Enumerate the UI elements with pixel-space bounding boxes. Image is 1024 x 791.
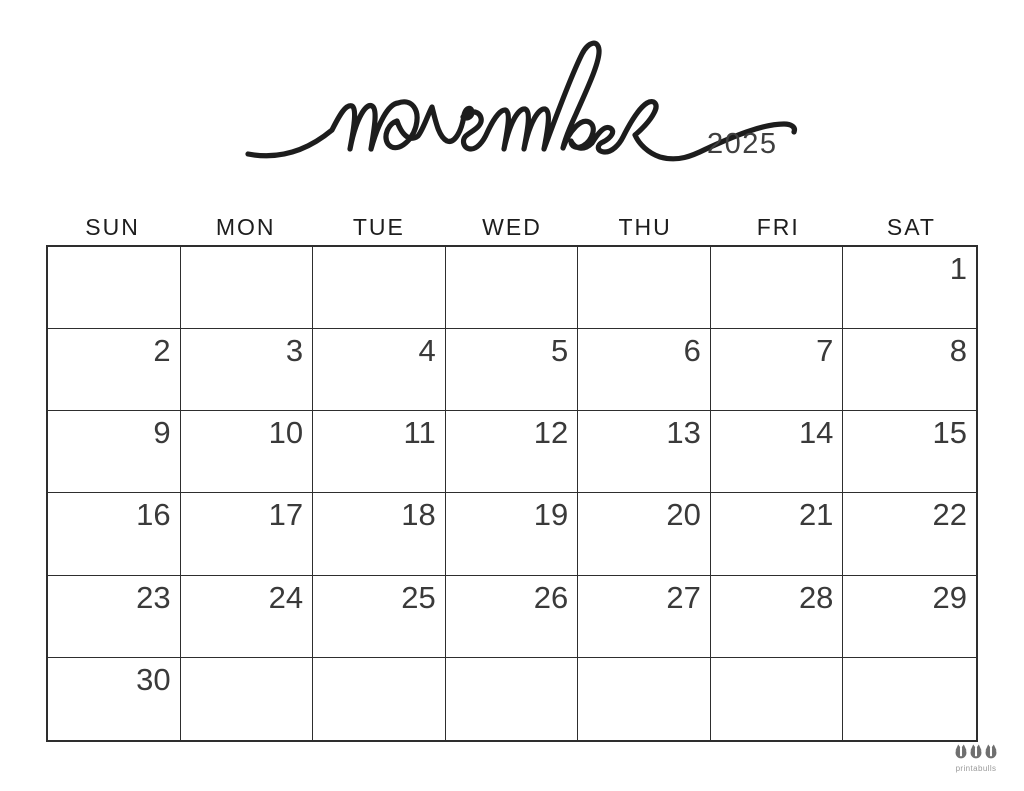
calendar-cell — [711, 411, 844, 493]
calendar-cell — [313, 411, 446, 493]
bulldog-faces-icon — [954, 744, 998, 759]
month-name — [0, 0, 1, 1]
calendar-cell — [446, 411, 579, 493]
watermark — [950, 744, 1002, 773]
watermark-brand-label: printabulls — [955, 764, 997, 773]
calendar-cell — [48, 411, 181, 493]
calendar-cell — [578, 411, 711, 493]
calendar-cell — [48, 658, 181, 740]
date-number: 28 — [798, 579, 834, 615]
date-number: 12 — [533, 415, 569, 451]
day-header-mon: MON — [215, 214, 276, 240]
date-number: 22 — [932, 497, 967, 533]
date-number: 30 — [136, 661, 171, 697]
calendar-cell — [446, 658, 579, 740]
date-number: 26 — [533, 579, 569, 615]
calendar-cell — [578, 576, 711, 658]
calendar-cell — [711, 493, 844, 575]
date-number: 21 — [798, 497, 834, 533]
calendar-cell — [711, 576, 844, 658]
date-number: 11 — [403, 415, 436, 451]
date-number: 9 — [153, 415, 171, 451]
date-number: 24 — [268, 579, 304, 615]
day-header-fri: FRI — [756, 214, 800, 240]
calendar-cell — [48, 493, 181, 575]
calendar-cell — [843, 576, 976, 658]
date-number: 14 — [798, 415, 834, 451]
calendar-cell — [181, 493, 314, 575]
date-number: 2 — [153, 333, 171, 369]
date-number: 18 — [401, 497, 436, 533]
date-number: 23 — [136, 579, 171, 615]
calendar-cell — [313, 658, 446, 740]
calendar-cell — [711, 247, 844, 329]
calendar-cell — [578, 493, 711, 575]
calendar-cell — [48, 576, 181, 658]
calendar-cell — [181, 411, 314, 493]
calendar-cell — [843, 411, 976, 493]
year-label: 2025 — [707, 128, 778, 160]
date-number: 1 — [949, 251, 967, 286]
calendar-cell — [313, 493, 446, 575]
calendar-cell — [578, 247, 711, 329]
calendar-cell — [711, 329, 844, 411]
calendar-cell — [48, 329, 181, 411]
calendar-cell — [843, 329, 976, 411]
date-number: 25 — [401, 579, 436, 615]
calendar-cell — [578, 658, 711, 740]
date-number: 7 — [816, 333, 834, 369]
day-header-row — [46, 204, 978, 242]
calendar-cell — [313, 576, 446, 658]
day-header-sat: SAT — [886, 214, 936, 240]
day-header-thu: THU — [618, 214, 672, 240]
calendar-cell — [48, 247, 181, 329]
date-number: 27 — [666, 579, 701, 615]
date-number: 19 — [533, 497, 569, 533]
calendar-cell — [446, 493, 579, 575]
calendar-cell — [446, 247, 579, 329]
date-number: 3 — [285, 333, 304, 369]
calendar-cell — [843, 247, 976, 329]
day-header-sun: SUN — [85, 214, 140, 240]
date-number: 10 — [268, 415, 304, 451]
calendar-grid — [46, 245, 978, 742]
date-number: 6 — [683, 333, 701, 369]
calendar-cell — [446, 576, 579, 658]
calendar-cell — [181, 329, 314, 411]
calendar-cell — [446, 329, 579, 411]
date-number: 17 — [268, 497, 304, 533]
day-header-wed: WED — [482, 214, 542, 240]
date-number: 15 — [932, 415, 967, 451]
date-number: 29 — [932, 579, 967, 615]
calendar-cell — [843, 658, 976, 740]
calendar-cell — [711, 658, 844, 740]
calendar-cell — [578, 329, 711, 411]
calendar-cell — [843, 493, 976, 575]
calendar-cell — [313, 329, 446, 411]
day-header-tue: TUE — [352, 214, 405, 240]
calendar-cell — [181, 247, 314, 329]
date-number: 16 — [136, 497, 171, 533]
date-number: 4 — [418, 333, 436, 369]
date-number: 5 — [551, 333, 569, 369]
calendar-cell — [181, 576, 314, 658]
date-number: 13 — [666, 415, 701, 451]
calendar-cell — [313, 247, 446, 329]
date-number: 20 — [666, 497, 701, 533]
calendar-cell — [181, 658, 314, 740]
date-number: 8 — [949, 333, 967, 369]
